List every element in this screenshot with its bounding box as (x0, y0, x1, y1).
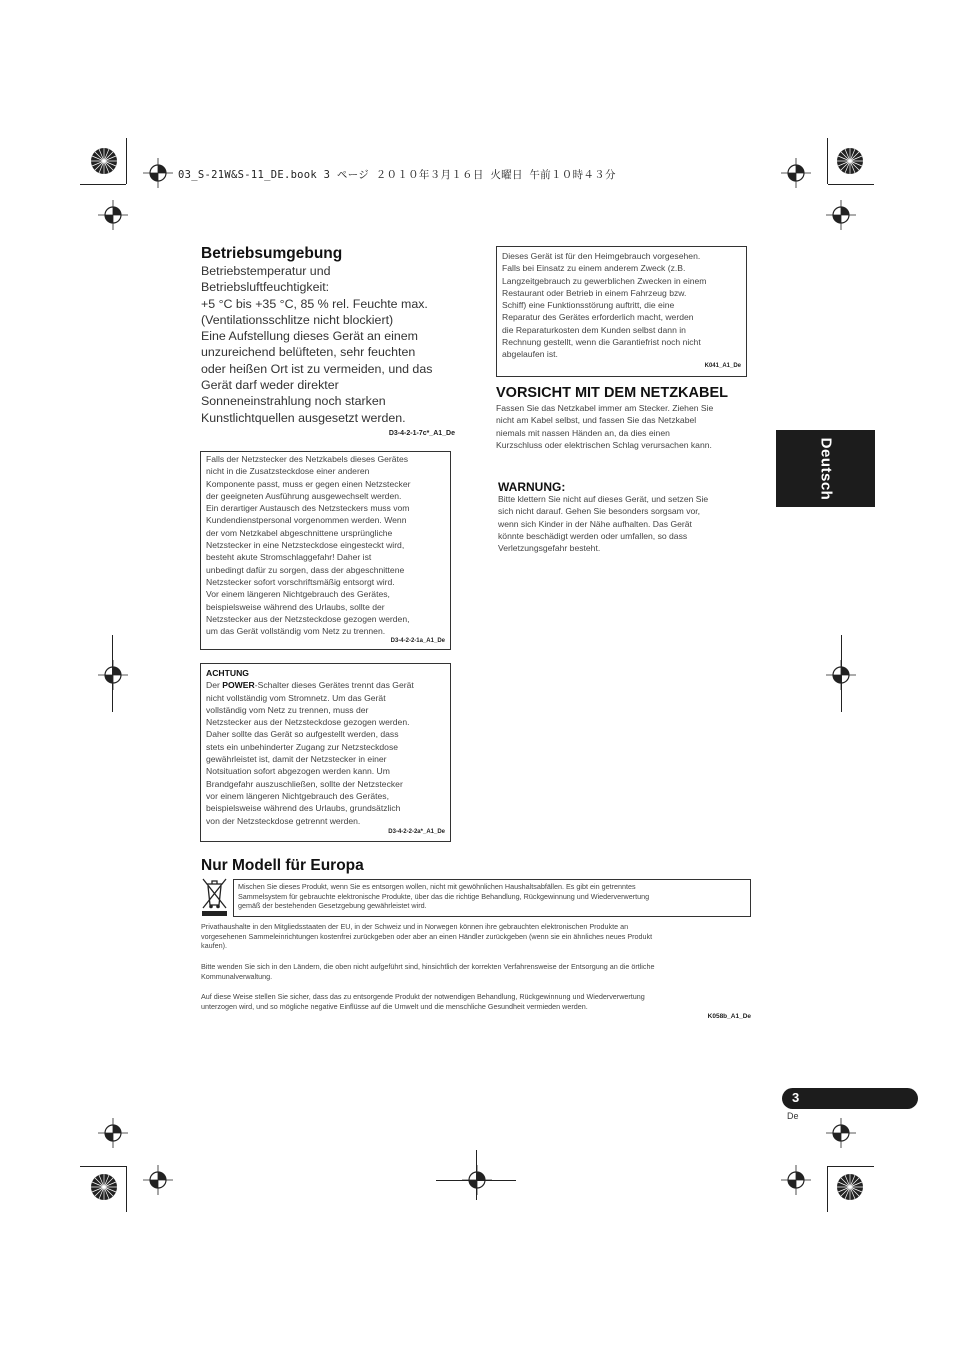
achtung-line: Notsituation sofort abgezogen werden kann. Um (206, 766, 390, 777)
crosshair-mark-icon (98, 660, 128, 690)
achtung-first-line: Der POWER-Schalter dieses Gerätes trennt das Gerät (206, 680, 414, 691)
language-side-tab-label: Deutsch (817, 437, 834, 500)
netzstecker-line: Netzstecker sofort vorschriftsmäßig entsorgt wird. (206, 576, 395, 587)
netzstecker-line: der geeigneten Ausführung ausgewechselt werden. (206, 490, 402, 501)
crop-line (126, 1166, 127, 1212)
betriebsumgebung-code: D3-4-2-1-7c*_A1_De (388, 430, 455, 437)
crosshair-mark-icon (826, 1118, 856, 1148)
starburst-mark-icon (90, 147, 118, 175)
crop-line (112, 635, 113, 712)
crop-line (80, 1166, 126, 1167)
print-header: 03_S-21W&S-11_DE.book 3 ページ ２０１０年３月１６日 火曜日 午前１０時４３分 (178, 169, 616, 181)
crop-line (80, 184, 126, 185)
netzstecker-line: Netzstecker in eine Netzsteckdose eingesteckt wird, (206, 540, 405, 551)
netzstecker-code: D3-4-2-2-1a_A1_De (390, 638, 445, 644)
netzstecker-line: Vor einem längeren Nichtgebrauch des Gerätes, (206, 589, 390, 600)
crosshair-mark-icon (826, 200, 856, 230)
crop-line (827, 138, 828, 184)
achtung-line: gewährleistet ist, damit der Netzstecker in einer (206, 754, 387, 765)
netzstecker-line: beispielsweise während des Urlaubs, sollte der (206, 601, 385, 612)
page-number: 3 (792, 1090, 800, 1105)
heimgebrauch-line: Langzeitgebrauch zu gewerblichen Zwecken in einem (502, 275, 707, 286)
netzstecker-line: der vom Netzkabel abgeschnittene ursprüngliche (206, 527, 393, 538)
entsorgung-line: Sammelsystem für gebrauchte elektronische Produkte, über das die richtige Behandlung, Rückgewinnung und Wiederverwertung (238, 891, 650, 901)
language-side-tab (776, 430, 875, 507)
netzstecker-line: besteht akute Stromschlaggefahr! Daher ist (206, 552, 372, 563)
crop-line (828, 1166, 874, 1167)
achtung-code: D3-4-2-2-2a*_A1_De (388, 829, 445, 835)
heimgebrauch-line: Rechnung gestellt, wenn die Garantiefrist noch nicht (502, 337, 701, 348)
achtung-line: stets ein unbehinderter Zugang zur Netzsteckdose (206, 741, 399, 752)
netzstecker-line: Netzstecker aus der Netzsteckdose gezogen werden, (206, 613, 410, 624)
netzstecker-line: Ein derartiger Austausch des Netzsteckers muss vom (206, 503, 410, 514)
starburst-mark-icon (90, 1173, 118, 1201)
warnung-heading: WARNUNG: (498, 480, 566, 494)
heimgebrauch-code: K041_A1_De (704, 363, 741, 369)
entsorgung-notice-box (233, 879, 751, 917)
heimgebrauch-notice-box (496, 246, 747, 377)
netzkabel-text: Fassen Sie das Netzkabel immer am Stecker. Ziehen Sie nicht am Kabel selbst, und fassen Sie das Netzkabel niemals mit nassen Händen an, da dies einen Kurzschluss oder elektrischen Schlag verursachen kann. (496, 403, 714, 450)
crosshair-mark-icon (781, 158, 811, 188)
entsorgung-line: Mischen Sie dieses Produkt, wenn Sie es entsorgen wollen, nicht mit gewöhnlichen Haushaltsabfällen. Es gibt ein getrenntes (238, 882, 636, 891)
achtung-line: Netzstecker aus der Netzsteckdose gezogen werden. (206, 717, 410, 728)
starburst-mark-icon (836, 1173, 864, 1201)
netzkabel-heading: VORSICHT MIT DEM NETZKABEL (496, 385, 728, 401)
netzstecker-line: um das Gerät vollständig vom Netz zu trennen. (206, 626, 386, 637)
heimgebrauch-line: Dieses Gerät ist für den Heimgebrauch vorgesehen. (502, 251, 701, 261)
achtung-line: vollständig vom Netz zu trennen, muss der (206, 704, 369, 715)
weee-crossed-bin-icon (201, 877, 228, 917)
page-number-badge (782, 1088, 918, 1109)
netzstecker-line: Kundendienstpersonal vorgenommen werden. Wenn (206, 515, 407, 526)
crop-line (476, 1150, 477, 1200)
crosshair-mark-icon (143, 158, 173, 188)
heimgebrauch-line: die Reparaturkosten dem Kunden selbst dann in (502, 324, 686, 335)
achtung-line: von der Netzsteckdose getrennt werden. (206, 815, 361, 826)
netzstecker-line: Falls der Netzstecker des Netzkabels dieses Gerätes (206, 454, 409, 464)
heimgebrauch-line: abgelaufen ist. (502, 349, 558, 360)
crosshair-mark-icon (143, 1165, 173, 1195)
europa-paragraph-2: Bitte wenden Sie sich in den Ländern, die oben nicht aufgeführt sind, hinsichtlich der korrekten Verfahrensweise der Entsorgung an die örtliche Kommunalverwaltung. (201, 962, 655, 981)
achtung-line: Brandgefahr auszuschließen, sollte der Netzstecker (206, 778, 403, 789)
starburst-mark-icon (836, 147, 864, 175)
europa-paragraph-3: Auf diese Weise stellen Sie sicher, dass das zu entsorgende Produkt der notwendigen Behandlung, Rückgewinnung und Wiederverwertung unterzogen wird, und so mögliche negative Einflüsse auf die Umwelt und die menschliche Gesundheit vermieden werden. (201, 992, 645, 1011)
netzstecker-notice-box (200, 451, 451, 650)
achtung-notice-box (200, 663, 451, 842)
achtung-line: beispielsweise während des Urlaubs, grundsätzlich (206, 803, 401, 814)
netzstecker-line: nicht in die Zusatzsteckdose einer anderen (206, 466, 370, 477)
crosshair-mark-icon (98, 1118, 128, 1148)
crosshair-mark-icon (781, 1165, 811, 1195)
crop-line (827, 1166, 828, 1212)
achtung-title: ACHTUNG (206, 668, 249, 678)
heimgebrauch-line: Restaurant oder Betrieb in einem Fahrzeug bzw. (502, 287, 687, 298)
heimgebrauch-line: Reparatur des Gerätes erforderlich macht, werden (502, 312, 694, 323)
heimgebrauch-line: Schiff) eine Funktionsstörung auftritt, die eine (502, 300, 675, 311)
crop-line (841, 635, 842, 712)
europa-heading: Nur Modell für Europa (201, 857, 364, 874)
power-keyword: POWER (222, 680, 255, 691)
achtung-line: Daher sollte das Gerät so aufgestellt werden, dass (206, 729, 399, 740)
crosshair-mark-icon (98, 200, 128, 230)
heimgebrauch-line: Falls bei Einsatz zu einem anderem Zweck (z.B. (502, 263, 686, 274)
crop-line (126, 138, 127, 184)
achtung-line: vor einem längeren Nichtgebrauch des Gerätes, (206, 790, 389, 801)
europa-paragraph-1: Privathaushalte in den Mitgliedsstaaten der EU, in der Schweiz und in Norwegen können ihre gebrauchten elektronischen Produkte an vorgesehenen Sammeleinrichtungen kostenfrei zurückgeben oder aber an einen Händler zurückgeben (wenn sie ein ähnliches neues Produkt kaufen). (201, 922, 653, 951)
crop-line (828, 184, 874, 185)
achtung-line: nicht vollständig vom Stromnetz. Um das Gerät (206, 692, 386, 703)
warnung-text: Bitte klettern Sie nicht auf dieses Gerät, und setzen Sie sich nicht darauf. Gehen Sie besonders sorgsam vor, wenn sich Kinder in der Nähe aufhalten. Das Gerät könnte beschädigt werden oder umfallen, so dass Verletzungsgefahr besteht. (498, 494, 709, 554)
betriebsumgebung-heading: Betriebsumgebung (201, 245, 343, 262)
netzstecker-line: unbedingt dafür zu sorgen, dass der abgeschnittene (206, 564, 405, 575)
netzstecker-line: Komponente passt, muss er gegen einen Netzstecker (206, 478, 411, 489)
europa-code: K058b_A1_De (707, 1013, 751, 1020)
entsorgung-line: gemäß der bestehenden Gesetzgebung gewährleistet wird. (238, 901, 427, 911)
page-language-code: De (787, 1111, 799, 1121)
betriebsumgebung-text: Betriebstemperatur und Betriebsluftfeuchtigkeit: +5 °C bis +35 °C, 85 % rel. Feuchte max. (Ventilationsschlitze nicht blockiert) Eine Aufstellung dieses Gerät an einem unzureichend belüfteten, sehr feuchten oder heißen Ort ist zu vermeiden, und das Gerät darf weder direkter Sonneneinstrahlung noch starken Kunstlichtquellen ausgesetzt werden. (201, 264, 433, 425)
